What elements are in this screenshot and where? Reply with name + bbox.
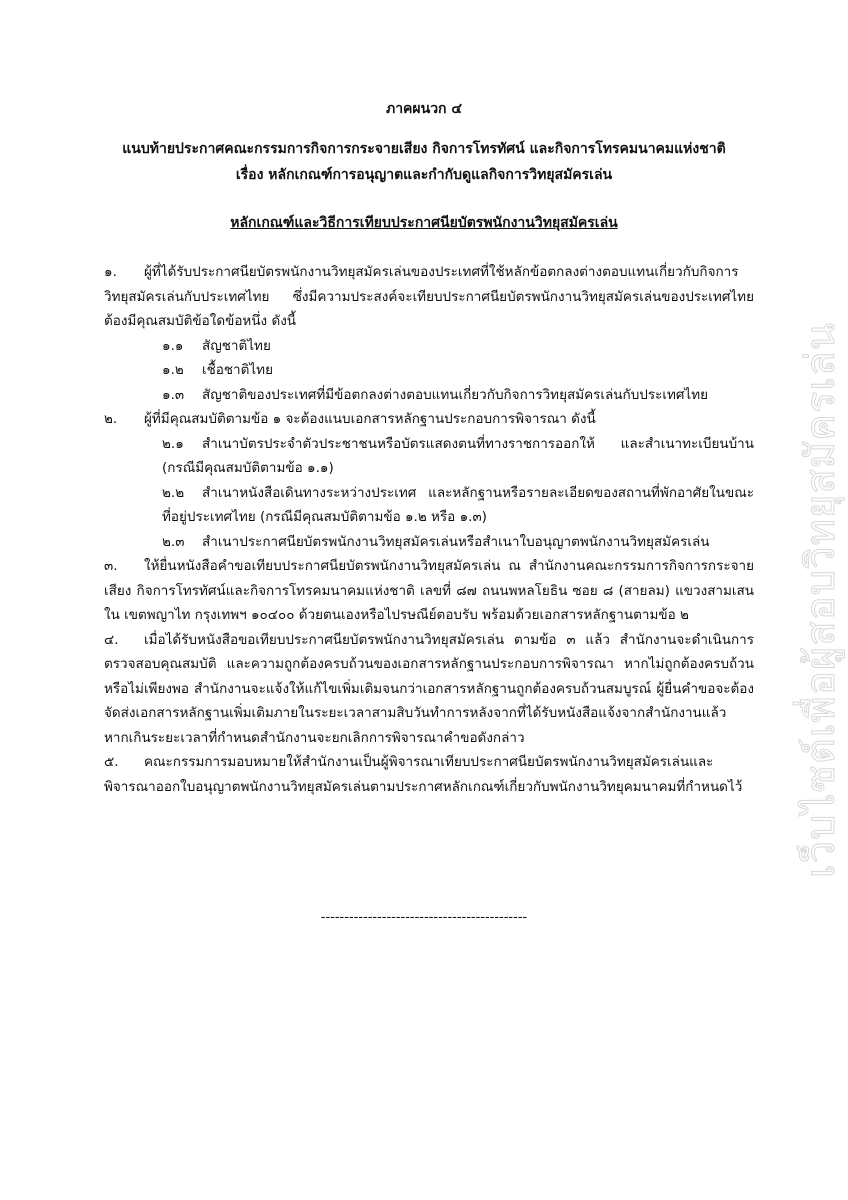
item-text: ผู้ที่ได้รับประกาศนียบัตรพนักงานวิทยุสมัครเล่นของประเทศที่ใช้หลักข้อตกลงต่างตอบแทนเกี่ยวกับกิจการวิทยุสมัครเล่นกับประเทศไทย ซึ่งมีความประสงค์จะเทียบประกาศนียบัตรพนักงานวิทยุสมัครเล่นของประเทศไทย ต้องมีคุณสมบัติข้อใดข้อหนึ่ง ดังนี้: [104, 264, 754, 329]
subitem-2-1: [104, 432, 754, 481]
item-number: ๒.: [104, 411, 118, 427]
item-text: ผู้ที่มีคุณสมบัติตามข้อ ๑ จะต้องแนบเอกสารหลักฐานประกอบการพิจารณา ดังนี้: [144, 411, 596, 427]
subitem-1-1: [104, 334, 754, 359]
subitem-number: ๑.๑: [162, 337, 184, 354]
item-4: [104, 628, 754, 751]
watermark-text: เว็บไซต์เพื่อผู้สอบวิทยุสมัครเล่น: [798, 322, 844, 878]
item-1: [104, 260, 754, 334]
subitem-text: สัญชาติไทย: [202, 337, 271, 354]
item-3: [104, 554, 754, 628]
subitem-number: ๒.๓: [162, 533, 185, 550]
subitem-2-3: [104, 530, 754, 555]
subitem-1-3: [104, 383, 754, 408]
annex-title: ภาคผนวก ๔: [385, 101, 463, 117]
end-divider: --------------------------------------------: [320, 910, 528, 925]
subitem-text: สัญชาติของประเทศที่มีข้อตกลงต่างตอบแทนเกี่ยวกับกิจการวิทยุสมัครเล่นกับประเทศไทย: [202, 386, 709, 403]
item-5: [104, 750, 754, 799]
heading-line-1: แนบท้ายประกาศคณะกรรมการกิจการกระจายเสียง กิจการโทรทัศน์ และกิจการโทรคมนาคมแห่งชาติ: [122, 141, 726, 157]
subitem-number: ๑.๓: [162, 386, 185, 403]
subitem-number: ๒.๒: [162, 484, 185, 501]
subitem-1-2: [104, 358, 754, 383]
item-number: ๔.: [104, 631, 119, 648]
item-2: [104, 407, 754, 432]
section-subtitle: หลักเกณฑ์และวิธีการเทียบประกาศนียบัตรพนักงานวิทยุสมัครเล่น: [230, 215, 618, 231]
document-body: [104, 260, 754, 799]
subitem-text: สำเนาประกาศนียบัตรพนักงานวิทยุสมัครเล่นหรือสำเนาใบอนุญาตพนักงานวิทยุสมัครเล่น: [202, 533, 710, 550]
subitem-2-2: [104, 481, 754, 530]
item-number: ๕.: [104, 754, 119, 770]
subitem-text: เชื้อชาติไทย: [202, 362, 273, 378]
item-number: ๓.: [104, 558, 118, 574]
heading-line-2: เรื่อง หลักเกณฑ์การอนุญาตและกำกับดูแลกิจการวิทยุสมัครเล่น: [235, 167, 613, 183]
subitem-text: สำเนาหนังสือเดินทางระหว่างประเทศ และหลักฐานหรือรายละเอียดของสถานที่พักอาศัยในขณะที่อยู่ประเทศไทย (กรณีมีคุณสมบัติตามข้อ ๑.๒ หรือ ๑.๓): [162, 484, 754, 525]
item-number: ๑.: [104, 264, 117, 280]
item-text: เมื่อได้รับหนังสือขอเทียบประกาศนียบัตรพนักงานวิทยุสมัครเล่น ตามข้อ ๓ แล้ว สำนักงานจะดำเนินการตรวจสอบคุณสมบัติ และความถูกต้องครบถ้วนของเอกสารหลักฐานประกอบการพิจารณา หากไม่ถูกต้องครบถ้วนหรือไม่เพียงพอ สำนักงานจะแจ้งให้แก้ไขเพิ่มเติมจนกว่าเอกสารหลักฐานถูกต้องครบถ้วนสมบูรณ์ ผู้ยื่นคำขอจะต้องจัดส่งเอกสารหลักฐานเพิ่มเติมภายในระยะเวลาสามสิบวันทำการหลังจากที่ได้รับหนังสือแจ้งจากสำนักงานแล้ว หากเกินระยะเวลาที่กำหนดสำนักงานจะยกเลิกการพิจารณาคำขอดังกล่าว: [104, 631, 754, 746]
item-text: ให้ยื่นหนังสือคำขอเทียบประกาศนียบัตรพนักงานวิทยุสมัครเล่น ณ สำนักงานคณะกรรมการกิจการกระจายเสียง กิจการโทรทัศน์และกิจการโทรคมนาคมแห่งชาติ เลขที่ ๘๗ ถนนพหลโยธิน ซอย ๘ (สายลม) แขวงสามเสนใน เขตพญาไท กรุงเทพฯ ๑๐๔๐๐ ด้วยตนเองหรือไปรษณีย์ตอบรับ พร้อมด้วยเอกสารหลักฐานตามข้อ ๒: [104, 558, 754, 623]
item-text: คณะกรรมการมอบหมายให้สำนักงานเป็นผู้พิจารณาเทียบประกาศนียบัตรพนักงานวิทยุสมัครเล่นและพิจารณาออกใบอนุญาตพนักงานวิทยุสมัครเล่นตามประกาศหลักเกณฑ์เกี่ยวกับพนักงานวิทยุคมนาคมที่กำหนดไว้: [104, 754, 743, 795]
subitem-number: ๑.๒: [162, 362, 184, 378]
subitem-number: ๒.๑: [162, 435, 184, 452]
subitem-text: สำเนาบัตรประจำตัวประชาชนหรือบัตรแสดงตนที่ทางราชการออกให้ และสำเนาทะเบียนบ้าน (กรณีมีคุณสมบัติตามข้อ ๑.๑): [162, 435, 754, 476]
